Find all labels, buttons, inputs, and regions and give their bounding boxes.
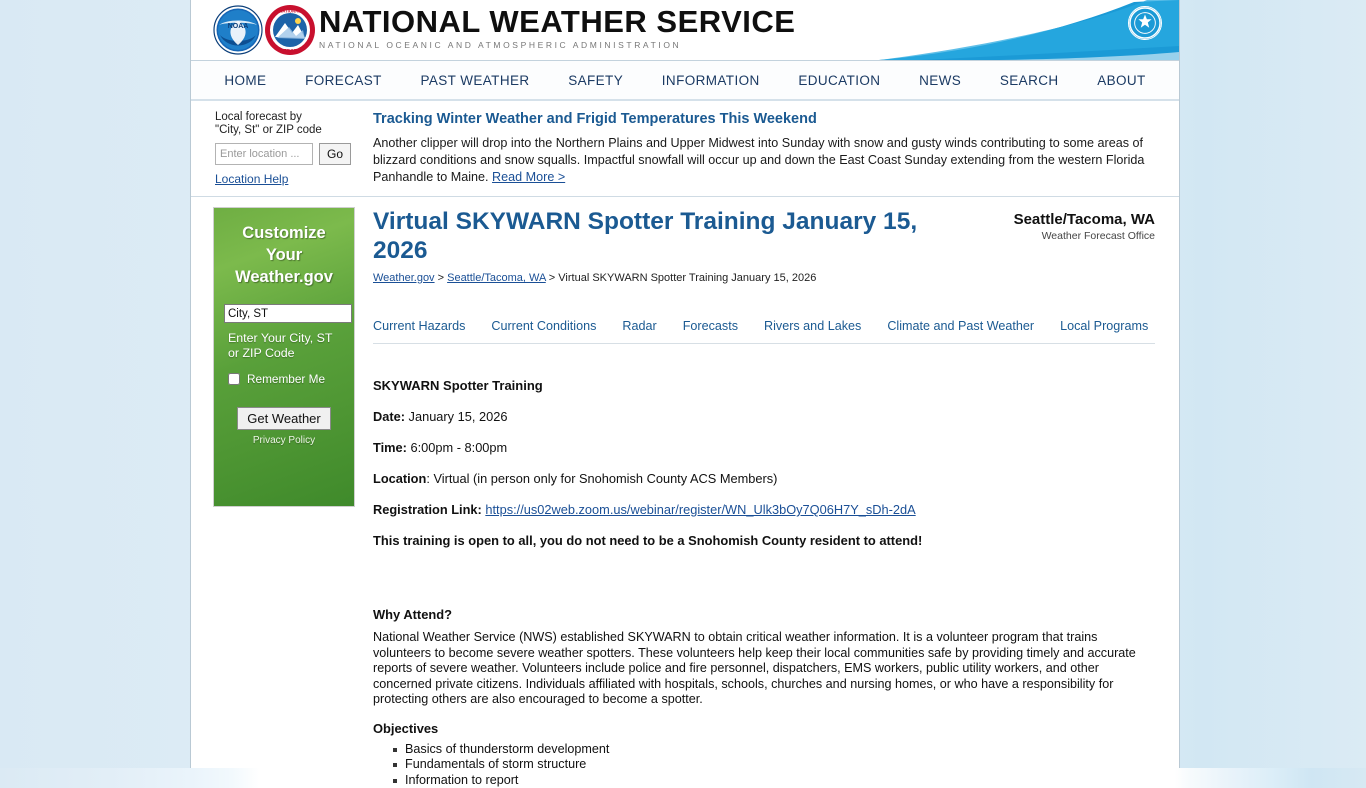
alert-body-text: Another clipper will drop into the Northern Plains and Upper Midwest into Sunday with snow and gusty winds contributing to some areas of blizzard conditions and snow squalls. Impactful snowfall will occur up and down the East Coast Sunday extending from the western Florida Panhandle to Maine. <box>373 136 1144 184</box>
nav-item-search[interactable]: SEARCH <box>981 73 1078 88</box>
remember-me-label: Remember Me <box>247 372 325 386</box>
nav-item-forecast[interactable]: FORECAST <box>286 73 401 88</box>
site-title: NATIONAL WEATHER SERVICE <box>319 5 795 39</box>
page-header-row <box>373 203 1155 284</box>
open-to-all-statement: This training is open to all, you do not need to be a Snohomish County resident to attend! <box>373 533 1155 548</box>
location-go-button[interactable]: Go <box>319 143 351 165</box>
nav-item-home[interactable]: HOME <box>205 73 286 88</box>
alert-text-block <box>373 107 1179 188</box>
nav-item-news[interactable]: NEWS <box>900 73 981 88</box>
customize-title-line3: Weather.gov <box>224 266 344 288</box>
page-title: Virtual SKYWARN Spotter Training January 15, 2026 <box>373 207 943 265</box>
time-label: Time: <box>373 440 407 455</box>
nav-item-safety[interactable]: SAFETY <box>549 73 643 88</box>
objectives-list <box>373 742 1155 788</box>
location-label: Location <box>373 471 426 486</box>
breadcrumb-item-current: Virtual SKYWARN Spotter Training January 15, 2026 <box>558 272 816 284</box>
nav-item-education[interactable]: EDUCATION <box>779 73 900 88</box>
customize-weather-box <box>213 207 355 507</box>
customize-box-title <box>224 222 344 288</box>
page-title-block <box>373 203 1014 284</box>
local-forecast-label-line1: Local forecast by <box>215 111 373 124</box>
alert-headline[interactable]: Tracking Winter Weather and Frigid Temperatures This Weekend <box>373 111 1157 127</box>
svg-text:SERVICE: SERVICE <box>281 48 300 53</box>
masthead-title-block <box>319 5 795 50</box>
subnav-item-current-hazards[interactable]: Current Hazards <box>373 319 465 333</box>
office-name: Seattle/Tacoma, WA <box>1014 211 1155 228</box>
customize-title-line1: Customize <box>224 222 344 244</box>
department-of-commerce-seal-icon[interactable] <box>1128 6 1162 40</box>
site-container <box>190 0 1180 768</box>
subnav-item-local-programs[interactable]: Local Programs <box>1060 319 1148 333</box>
content-date-line <box>373 409 1155 424</box>
why-attend-heading: Why Attend? <box>373 607 1155 622</box>
alert-strip <box>191 101 1179 197</box>
remember-me-row[interactable] <box>224 372 344 386</box>
content-time-line <box>373 440 1155 455</box>
local-forecast-box <box>191 107 373 188</box>
left-sidebar <box>191 197 373 788</box>
subnav-item-forecasts[interactable]: Forecasts <box>683 319 738 333</box>
primary-navigation <box>191 60 1179 101</box>
remember-me-checkbox[interactable] <box>228 373 240 385</box>
local-forecast-input-row <box>215 143 373 165</box>
breadcrumb-separator-2: > <box>546 272 559 284</box>
subnav-item-climate-past-weather[interactable]: Climate and Past Weather <box>887 319 1034 333</box>
customize-help-text: Enter Your City, ST or ZIP Code <box>224 331 344 361</box>
nws-logo-icon[interactable] <box>265 5 315 55</box>
objectives-heading: Objectives <box>373 721 1155 736</box>
date-label: Date: <box>373 409 405 424</box>
secondary-navigation <box>373 319 1155 344</box>
masthead <box>191 0 1179 60</box>
list-item: Fundamentals of storm structure <box>405 757 1155 773</box>
site-subtitle: NATIONAL OCEANIC AND ATMOSPHERIC ADMINISTRATION <box>319 40 795 50</box>
noaa-logo-icon[interactable] <box>213 5 263 55</box>
main-content-column <box>373 197 1179 788</box>
registration-label: Registration Link: <box>373 502 482 517</box>
alert-read-more-link[interactable]: Read More > <box>492 170 565 184</box>
content-location-line <box>373 471 1155 486</box>
local-forecast-label-line2: "City, St" or ZIP code <box>215 124 373 137</box>
location-search-input[interactable] <box>215 143 313 165</box>
content-heading: SKYWARN Spotter Training <box>373 378 1155 393</box>
svg-text:NATIONAL: NATIONAL <box>279 9 301 14</box>
time-value: 6:00pm - 8:00pm <box>407 440 507 455</box>
breadcrumb-item-weather-gov[interactable]: Weather.gov <box>373 272 435 284</box>
get-weather-button[interactable]: Get Weather <box>237 407 330 430</box>
list-item: Basics of thunderstorm development <box>405 742 1155 758</box>
alert-body <box>373 135 1157 186</box>
subnav-item-rivers-and-lakes[interactable]: Rivers and Lakes <box>764 319 861 333</box>
privacy-policy-link[interactable]: Privacy Policy <box>224 435 344 446</box>
article-content <box>373 344 1155 788</box>
subnav-item-current-conditions[interactable]: Current Conditions <box>491 319 596 333</box>
breadcrumb <box>373 272 1002 284</box>
nav-item-past-weather[interactable]: PAST WEATHER <box>401 73 549 88</box>
svg-text:NOAA: NOAA <box>228 23 249 30</box>
customize-city-input[interactable] <box>224 304 352 323</box>
subnav-item-radar[interactable]: Radar <box>622 319 656 333</box>
list-item: Information to report <box>405 773 1155 788</box>
office-block <box>1014 203 1155 242</box>
registration-link[interactable]: https://us02web.zoom.us/webinar/register/WN_Ulk3bOy7Q06H7Y_sDh-2dA <box>485 502 915 517</box>
main-columns <box>191 197 1179 788</box>
office-subtitle: Weather Forecast Office <box>1014 230 1155 242</box>
customize-title-line2: Your <box>224 244 344 266</box>
nav-item-about[interactable]: ABOUT <box>1078 73 1165 88</box>
date-value: January 15, 2026 <box>405 409 507 424</box>
why-attend-paragraph: National Weather Service (NWS) established SKYWARN to obtain critical weather information. It is a volunteer program that trains volunteers to become severe weather spotters. These volunteers help keep their local communities safe by providing timely and accurate reports of severe weather. Volunteers include police and fire personnel, dispatchers, EMS workers, public utility workers, and other concerned private citizens. Individuals affiliated with hospitals, schools, churches and nursing homes, or who have a responsibility for protecting others are also encouraged to become a spotter. <box>373 630 1143 708</box>
content-registration-line <box>373 502 1155 517</box>
breadcrumb-item-seattle-tacoma[interactable]: Seattle/Tacoma, WA <box>447 272 546 284</box>
nav-item-information[interactable]: INFORMATION <box>642 73 779 88</box>
breadcrumb-separator-1: > <box>435 272 448 284</box>
location-help-link[interactable]: Location Help <box>215 172 288 186</box>
location-value: : Virtual (in person only for Snohomish County ACS Members) <box>426 471 777 486</box>
